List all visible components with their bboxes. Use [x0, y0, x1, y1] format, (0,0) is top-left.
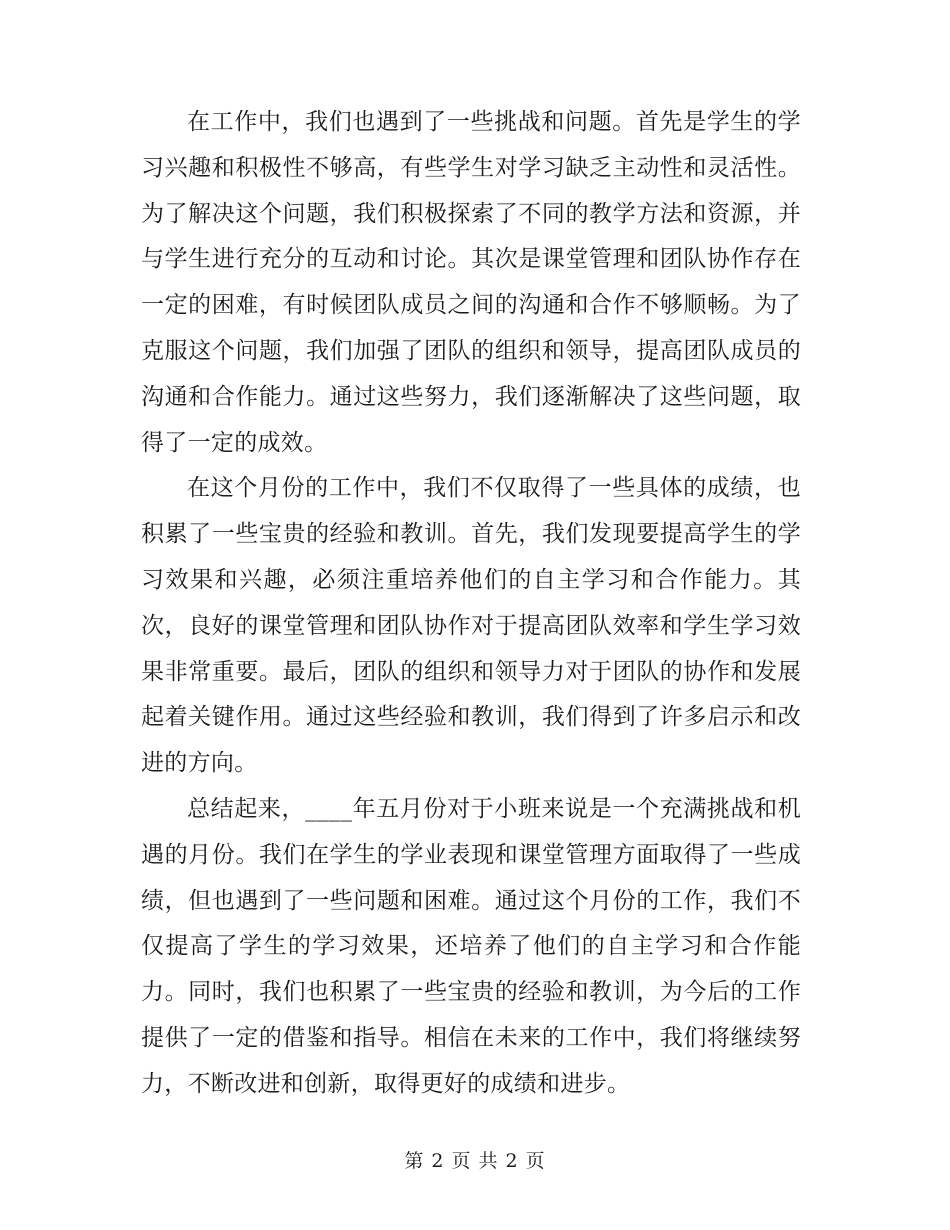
- page-number-footer: 第 2 页 共 2 页: [404, 1150, 546, 1172]
- document-body: [141, 100, 801, 1108]
- paragraph-lessons: 在这个月份的工作中，我们不仅取得了一些具体的成绩，也积累了一些宝贵的经验和教训。首先，我们发现要提高学生的学习效果和兴趣，必须注重培养他们的自主学习和合作能力。其次，良好的课堂管理和团队协作对于提高团队效率和学生学习效果非常重要。最后，团队的组织和领导力对于团队的协作和发展起着关键作用。通过这些经验和教训，我们得到了许多启示和改进的方向。: [141, 475, 801, 777]
- paragraph-summary: 总结起来，____年五月份对于小班来说是一个充满挑战和机遇的月份。我们在学生的学业表现和课堂管理方面取得了一些成绩，但也遇到了一些问题和困难。通过这个月份的工作，我们不仅提高了学生的学习效果，还培养了他们的自主学习和合作能力。同时，我们也积累了一些宝贵的经验和教训，为今后的工作提供了一定的借鉴和指导。相信在未来的工作中，我们将继续努力，不断改进和创新，取得更好的成绩和进步。: [141, 795, 801, 1097]
- paragraph-challenges: 在工作中，我们也遇到了一些挑战和问题。首先是学生的学习兴趣和积极性不够高，有些学生对学习缺乏主动性和灵活性。为了解决这个问题，我们积极探索了不同的教学方法和资源，并与学生进行充分的互动和讨论。其次是课堂管理和团队协作存在一定的困难，有时候团队成员之间的沟通和合作不够顺畅。为了克服这个问题，我们加强了团队的组织和领导，提高团队成员的沟通和合作能力。通过这些努力，我们逐渐解决了这些问题，取得了一定的成效。: [141, 109, 801, 456]
